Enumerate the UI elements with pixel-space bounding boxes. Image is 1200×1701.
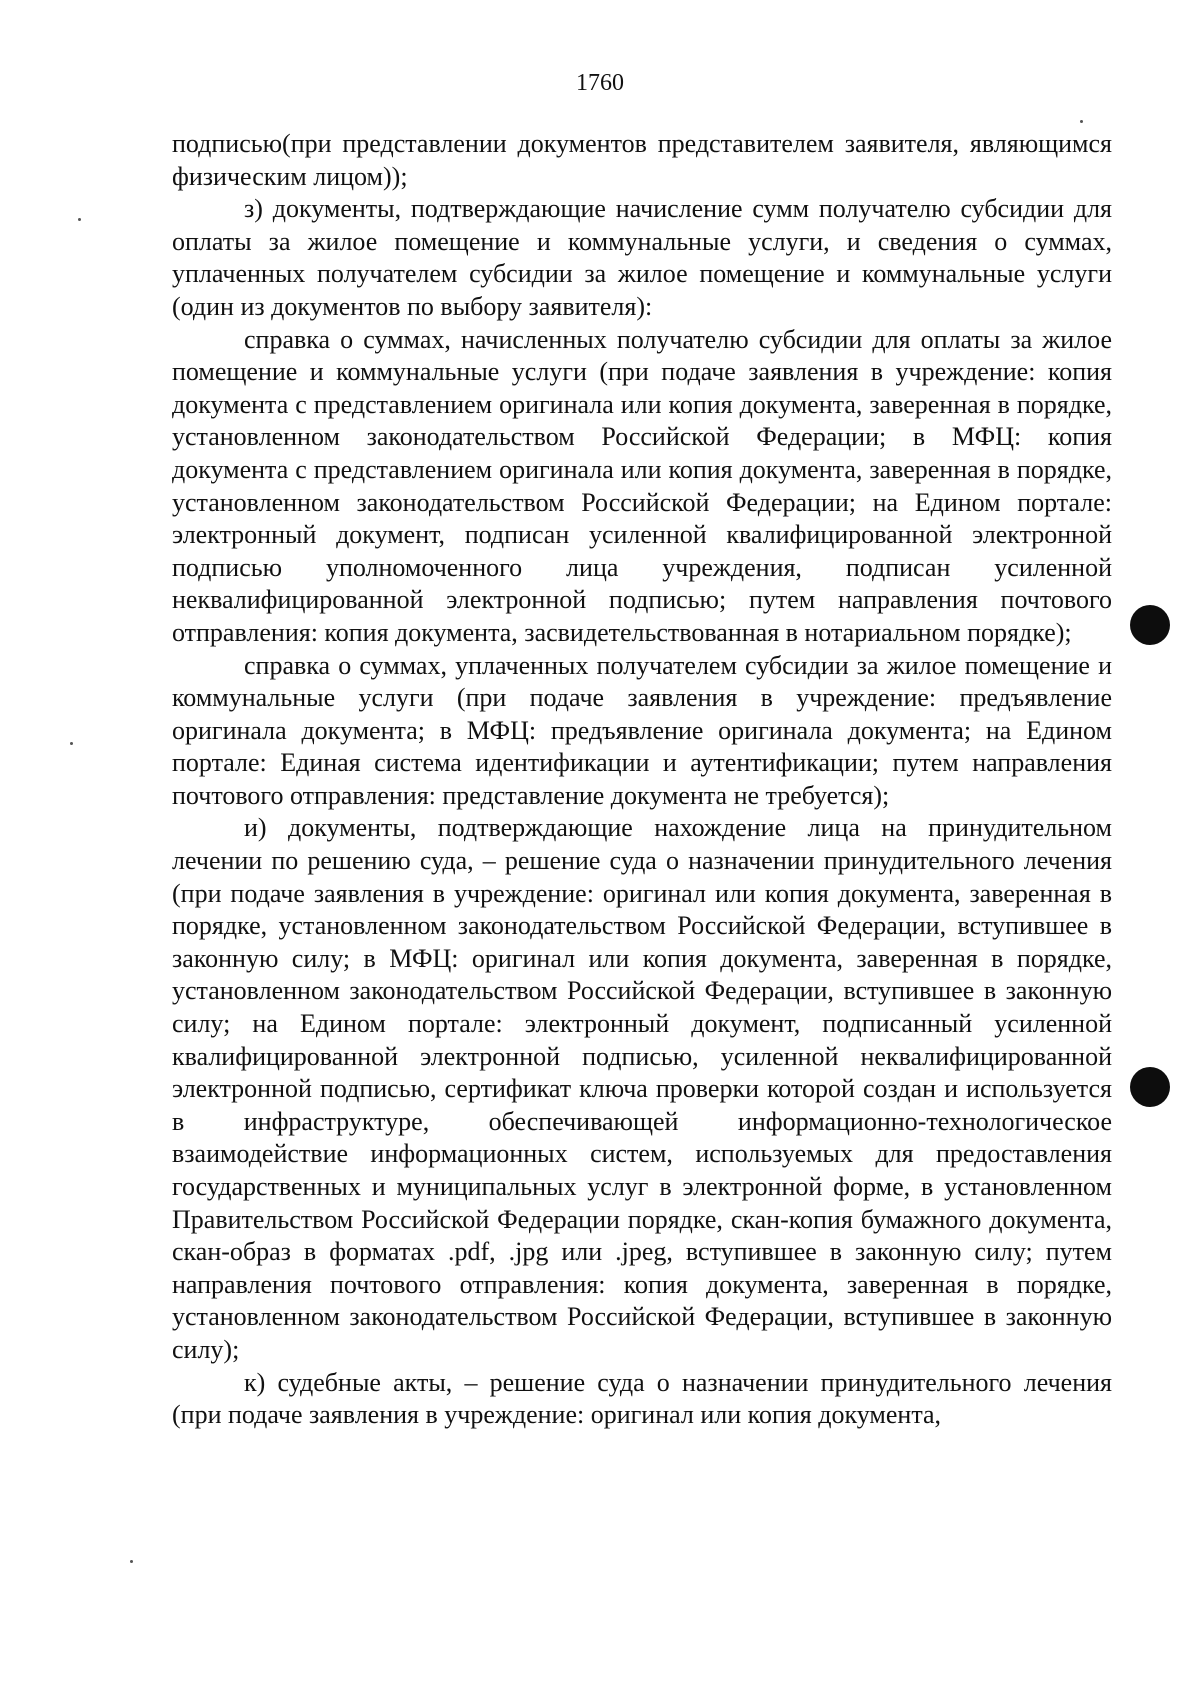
paragraph-paid-amounts: справка о суммах, уплаченных получателем субсидии за жилое помещение и коммунальные услуги (при подаче заявления в учреждение: предъявление оригинала документа; в МФЦ: предъявление оригинала документа; на Едином портале: Единая система идентификации и аутентификации; путем направления почтового отправления: представление документа не требуется);: [172, 650, 1112, 810]
punch-hole-mark: [1130, 1067, 1170, 1107]
paragraph-charged-amounts: справка о суммах, начисленных получателю субсидии для оплаты за жилое помещение и коммунальные услуги (при подаче заявления в учреждение: копия документа с представлением оригинала или копия документа, заверенная в порядке, установленном законодательством Российской Федерации; в МФЦ: копия документа с представлением оригинала или копия документа, заверенная в порядке, установленном законодательством Российской Федерации; на Едином портале: электронный документ, подписан усиленной квалифицированной электронной подписью уполномоченного лица учреждения, подписан усиленной неквалифицированной электронной подписью; путем направления почтового отправления: копия документа, засвидетельствованная в нотариальном порядке);: [172, 324, 1112, 647]
paragraph-item-z: з) документы, подтверждающие начисление сумм получателю субсидии для оплаты за жилое помещение и коммунальные услуги, и сведения о суммах, уплаченных получателем субсидии за жилое помещение и коммунальные услуги (один из документов по выбору заявителя):: [172, 194, 1112, 321]
punch-hole-mark: [1130, 605, 1170, 645]
scan-speck: [70, 742, 73, 745]
paragraph-item-i: и) документы, подтверждающие нахождение лица на принудительном лечении по решению суда, – решение суда о назначении принудительного лечения (при подаче заявления в учреждение: оригинал или копия документа, заверенная в порядке, установленном законодательством Российской Федерации, вступившее в законную силу; в МФЦ: оригинал или копия документа, заверенная в порядке, установленном законодательством Российской Федерации, вступившее в законную силу; на Едином портале: электронный документ, подписанный усиленной квалифицированной электронной подписью, усиленной неквалифицированной электронной подписью, сертификат ключа проверки которой создан и используется в инфраструктуре, обеспечивающей информационно-технологическое взаимодействие информационных систем, используемых для предоставления государственных и муниципальных услуг в электронной форме, в установленном Правительством Российской Федерации порядке, скан-копия бумажного документа, скан-образ в форматах .pdf, .jpg или .jpeg, вступившее в законную силу; путем направления почтового отправления: копия документа, заверенная в порядке, установленном законодательством Российской Федерации, вступившее в законную силу);: [172, 813, 1112, 1364]
document-body: [172, 128, 1112, 1432]
paragraph-continuation: подписью(при представлении документов представителем заявителя, являющимся физическим лицом));: [172, 129, 1112, 191]
scan-speck: [130, 1560, 133, 1563]
page-number: 1760: [576, 70, 624, 96]
scan-speck: [1080, 120, 1083, 123]
paragraph-item-k: к) судебные акты, – решение суда о назначении принудительного лечения (при подаче заявления в учреждение: оригинал или копия документа,: [172, 1367, 1112, 1430]
scan-speck: [78, 218, 81, 221]
